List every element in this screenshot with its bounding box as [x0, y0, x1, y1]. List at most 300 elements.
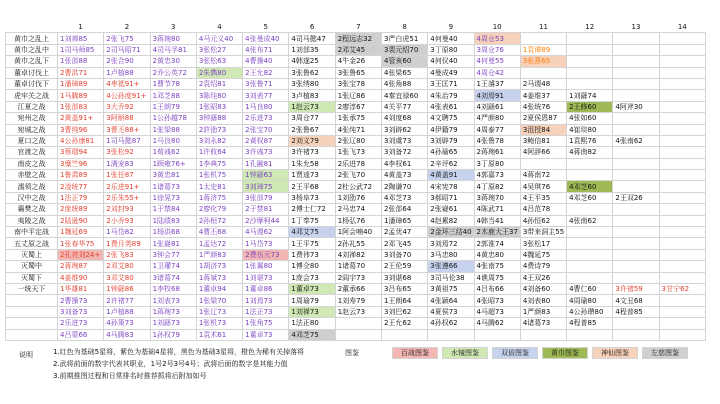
general-cell[interactable]: 1孔融81 [243, 158, 289, 169]
general-cell[interactable]: 3刘备72 [381, 147, 427, 158]
general-cell[interactable]: 3马忠80 [428, 249, 474, 260]
general-cell[interactable] [613, 56, 659, 67]
general-cell[interactable]: 4阿斧30 [613, 101, 659, 112]
general-cell[interactable]: 4张梁65 [381, 67, 427, 78]
general-cell[interactable]: 4阿辞66 [520, 147, 566, 158]
general-cell[interactable]: 1蒋琬73 [150, 306, 196, 317]
general-cell[interactable]: 1顾雍76+ [150, 158, 196, 169]
general-cell[interactable]: 1鲁肃89 [58, 170, 104, 181]
general-cell[interactable]: 3黄忠81 [150, 170, 196, 181]
general-cell[interactable]: 1刘表73 [150, 295, 196, 306]
general-cell[interactable]: 4周泰77 [474, 124, 520, 135]
general-cell[interactable]: 3张绣80 [289, 78, 335, 89]
general-cell[interactable]: 4孙瑜65 [428, 147, 474, 158]
general-cell[interactable]: 3张燕65 [520, 56, 566, 67]
general-cell[interactable]: 2木鹿大王37 [474, 227, 520, 238]
general-cell[interactable] [567, 261, 613, 272]
general-cell[interactable]: 1刘繇73 [150, 318, 196, 329]
general-cell[interactable]: 3司马伦38 [428, 272, 474, 283]
general-cell[interactable]: 4姜维37 [520, 90, 566, 101]
general-cell[interactable]: 2王修60 [567, 101, 613, 112]
general-cell[interactable] [659, 181, 705, 192]
general-cell[interactable]: 1王平75 [289, 238, 335, 249]
general-cell[interactable]: 1蒋济75 [196, 192, 242, 203]
general-cell[interactable] [659, 261, 705, 272]
general-cell[interactable]: 2董承66 [335, 283, 381, 294]
general-cell[interactable]: 4黄盖73 [381, 170, 427, 181]
general-cell[interactable]: 4何曼40 [428, 33, 474, 44]
general-cell[interactable]: 3大乔92 [104, 101, 150, 112]
general-cell[interactable] [613, 90, 659, 101]
general-cell[interactable] [659, 101, 705, 112]
general-cell[interactable]: 2乐进73 [243, 113, 289, 124]
general-cell[interactable] [567, 238, 613, 249]
general-cell[interactable]: 3丁原80 [428, 44, 474, 55]
general-cell[interactable]: 4公孙度91+ [104, 90, 150, 101]
general-cell[interactable]: 2刘封93 [104, 204, 150, 215]
general-cell[interactable]: 1张嶷81 [150, 238, 196, 249]
general-cell[interactable]: 3钟繇88 [196, 113, 242, 124]
general-cell[interactable]: 2乔公英72 [150, 67, 196, 78]
general-cell[interactable] [567, 67, 613, 78]
general-cell[interactable] [567, 204, 613, 215]
general-cell[interactable]: 2凌统77 [58, 181, 104, 192]
general-cell[interactable]: 2乐进91+ [104, 181, 150, 192]
general-cell[interactable]: 2朱儁80 [196, 67, 242, 78]
general-cell[interactable] [659, 204, 705, 215]
general-cell[interactable]: 1蒋斌73 [196, 272, 242, 283]
general-cell[interactable]: 4谯周75 [474, 272, 520, 283]
general-cell[interactable]: 4张布71 [243, 44, 289, 55]
general-cell[interactable] [613, 33, 659, 44]
general-cell[interactable]: 1朱允58 [289, 158, 335, 169]
general-cell[interactable] [659, 227, 705, 238]
general-cell[interactable] [335, 318, 381, 329]
general-cell[interactable]: 4曹操40 [243, 56, 289, 67]
general-cell[interactable] [659, 78, 705, 89]
general-cell[interactable]: 1严颜83 [196, 249, 242, 260]
general-cell[interactable]: 1张任87 [104, 170, 150, 181]
general-cell[interactable]: 1张昭83 [196, 101, 242, 112]
general-cell[interactable]: 3张鲁62 [289, 67, 335, 78]
general-cell[interactable] [474, 329, 520, 340]
general-cell[interactable]: 2許劭73 [196, 124, 242, 135]
general-cell[interactable]: 1张承75 [335, 113, 381, 124]
general-cell[interactable]: 1卢植88 [104, 67, 150, 78]
general-cell[interactable]: 4司马孚81 [150, 44, 196, 55]
general-cell[interactable]: 3诸葛74 [150, 272, 196, 283]
general-cell[interactable]: 2王允82 [243, 67, 289, 78]
general-cell[interactable]: 4关平77 [381, 101, 427, 112]
general-cell[interactable]: 4吴琪76 [520, 181, 566, 192]
general-cell[interactable]: 1费祎73 [289, 249, 335, 260]
general-cell[interactable]: 1王朗64 [381, 295, 427, 306]
general-cell[interactable]: 4张角88 [381, 78, 427, 89]
general-cell[interactable]: 4诸葛73 [520, 318, 566, 329]
general-cell[interactable]: 3鲍信81 [520, 135, 566, 146]
general-cell[interactable]: 3周仓77 [289, 113, 335, 124]
general-cell[interactable]: 2王伦59 [381, 261, 427, 272]
general-cell[interactable]: 4吕布66 [474, 283, 520, 294]
general-cell[interactable]: 3甘宁62 [659, 283, 705, 294]
general-cell[interactable]: 3张宝78 [335, 78, 381, 89]
general-cell[interactable] [567, 272, 613, 283]
general-cell[interactable]: 1陆绩83 [150, 215, 196, 226]
general-cell[interactable]: 4孙恒62 [520, 215, 566, 226]
general-cell[interactable] [613, 158, 659, 169]
general-cell[interactable]: 2邓艾45 [335, 44, 381, 55]
general-cell[interactable]: 4曼成49 [428, 67, 474, 78]
general-cell[interactable]: 4张南62 [567, 215, 613, 226]
general-cell[interactable]: 4刘焉91 [474, 90, 520, 101]
general-cell[interactable] [613, 113, 659, 124]
general-cell[interactable]: 4张表61 [428, 101, 474, 112]
general-cell[interactable]: 1张角75 [243, 318, 289, 329]
general-cell[interactable] [520, 67, 566, 78]
general-cell[interactable]: 2许褚77 [104, 295, 150, 306]
general-cell[interactable]: 3张鲁65 [335, 67, 381, 78]
general-cell[interactable]: 4张如60 [567, 113, 613, 124]
general-cell[interactable]: 4周仓53 [474, 33, 520, 44]
general-cell[interactable]: 1刘郃35 [289, 44, 335, 55]
general-cell[interactable]: 3糜竺96 [58, 158, 104, 169]
general-cell[interactable]: 2张合90 [104, 56, 150, 67]
general-cell[interactable]: 1曹节78 [150, 78, 196, 89]
general-cell[interactable]: 4刘禅82 [335, 249, 381, 260]
general-cell[interactable]: 2程远志32 [335, 33, 381, 44]
general-cell[interactable]: 4王双26 [520, 272, 566, 283]
general-cell[interactable]: 2司马昭71 [104, 44, 150, 55]
general-cell[interactable]: 4夏侯73 [428, 306, 474, 317]
general-cell[interactable]: 1袁谭89 [520, 44, 566, 55]
general-cell[interactable]: 1费月英89 [104, 238, 150, 249]
general-cell[interactable]: 1刘禅73 [289, 306, 335, 317]
general-cell[interactable]: 2曹洪71 [58, 67, 104, 78]
general-cell[interactable]: 4魏延75 [520, 249, 566, 260]
general-cell[interactable] [567, 227, 613, 238]
general-cell[interactable]: 4程普85 [567, 318, 613, 329]
general-cell[interactable]: 3许彧73 [243, 147, 289, 158]
general-cell[interactable]: 2张辽80 [335, 135, 381, 146]
general-cell[interactable]: 4费诗79 [520, 261, 566, 272]
general-cell[interactable]: 4孙权62 [428, 318, 474, 329]
general-cell[interactable]: 2乐进78 [335, 158, 381, 169]
general-cell[interactable] [613, 181, 659, 192]
general-cell[interactable]: 2孔亮刘24+ [58, 249, 104, 260]
general-cell[interactable]: 2夏侯恩87 [520, 113, 566, 124]
general-cell[interactable]: 3许褚59 [613, 283, 659, 294]
general-cell[interactable] [659, 295, 705, 306]
general-cell[interactable]: 3丁原80 [474, 158, 520, 169]
general-cell[interactable]: 2黄忠30 [150, 56, 196, 67]
general-cell[interactable]: 1法正79 [58, 192, 104, 203]
general-cell[interactable]: 1王朗79 [150, 101, 196, 112]
general-cell[interactable]: 4韩当41 [474, 215, 520, 226]
general-cell[interactable]: 2张鲁67 [289, 124, 335, 135]
general-cell[interactable]: 4邓芝73 [381, 192, 427, 203]
general-cell[interactable] [428, 329, 474, 340]
general-cell[interactable] [659, 318, 705, 329]
general-cell[interactable]: 3刘表77 [243, 90, 289, 101]
general-cell[interactable] [659, 135, 705, 146]
general-cell[interactable] [613, 261, 659, 272]
general-cell[interactable]: 1荀彧62 [150, 147, 196, 158]
general-cell[interactable]: 4郭嘉73 [474, 170, 520, 181]
general-cell[interactable]: 4张南75 [474, 261, 520, 272]
general-cell[interactable]: 1钟繇86 [104, 283, 150, 294]
general-cell[interactable]: 4丁原82 [474, 181, 520, 192]
general-cell[interactable]: 1袁术61 [196, 329, 242, 340]
general-cell[interactable]: 2傅士仁72 [289, 204, 335, 215]
general-cell[interactable]: 1张机75 [196, 170, 242, 181]
general-cell[interactable]: 4赵累82 [428, 215, 474, 226]
general-cell[interactable]: 3钟会77 [150, 249, 196, 260]
general-cell[interactable]: 1张春华75 [58, 238, 104, 249]
general-cell[interactable]: 2曹操73 [58, 295, 104, 306]
general-cell[interactable]: 2马忠74 [335, 204, 381, 215]
general-cell[interactable]: 1刘焉73 [243, 295, 289, 306]
general-cell[interactable] [659, 272, 705, 283]
general-cell[interactable] [613, 318, 659, 329]
general-cell[interactable]: 1张郃88 [58, 56, 104, 67]
general-cell[interactable]: 3黄祖75 [428, 283, 474, 294]
general-cell[interactable]: 2王双26 [613, 192, 659, 203]
general-cell[interactable]: 4邓芝60 [567, 192, 613, 203]
general-cell[interactable]: 1张机73 [196, 318, 242, 329]
general-cell[interactable]: 1杨洪68 [150, 227, 196, 238]
general-cell[interactable]: 3刘永82 [196, 135, 242, 146]
general-cell[interactable]: 4吕范78 [520, 204, 566, 215]
general-cell[interactable]: 3刘焉72 [428, 238, 474, 249]
general-cell[interactable]: 4周瑜80 [567, 295, 613, 306]
general-cell[interactable]: 1傅佥80 [289, 261, 335, 272]
general-cell[interactable]: 4姜维90 [58, 272, 104, 283]
general-cell[interactable]: 2王平68 [289, 181, 335, 192]
general-cell[interactable]: 4马腾83 [104, 329, 150, 340]
general-cell[interactable]: 4何曼55 [474, 56, 520, 67]
general-cell[interactable]: 2张飞75 [104, 33, 150, 44]
general-cell[interactable] [659, 249, 705, 260]
general-cell[interactable]: 3曹纯96 [58, 124, 104, 135]
general-cell[interactable]: 4吕蒙66 [58, 329, 104, 340]
general-cell[interactable]: 4马腾62 [474, 318, 520, 329]
general-cell[interactable]: 4公孙瓒80 [567, 306, 613, 317]
general-cell[interactable]: 1刘繇74 [567, 90, 613, 101]
general-cell[interactable]: 3郝昭71 [428, 192, 474, 203]
general-cell[interactable] [567, 78, 613, 89]
general-cell[interactable]: 1孙权79 [150, 329, 196, 340]
general-cell[interactable]: 1太史81 [196, 181, 242, 192]
general-cell[interactable]: 4崔琰80 [567, 124, 613, 135]
general-cell[interactable]: 1马腾89 [58, 90, 104, 101]
general-cell[interactable]: 2廖淳67 [335, 101, 381, 112]
general-cell[interactable]: 2孙礼55 [335, 238, 381, 249]
general-cell[interactable]: 2沙摩柯44 [243, 215, 289, 226]
general-cell[interactable]: 1李典75 [196, 158, 242, 169]
general-cell[interactable]: 4王平35 [520, 192, 566, 203]
general-cell[interactable]: 4张鲁78 [474, 135, 520, 146]
general-cell[interactable]: 4马元义40 [196, 33, 242, 44]
general-cell[interactable]: 2张郃64 [381, 204, 427, 215]
general-cell[interactable]: 1董卓86 [243, 283, 289, 294]
general-cell[interactable] [659, 44, 705, 55]
general-cell[interactable] [659, 170, 705, 181]
general-cell[interactable]: 2黄权87 [243, 135, 289, 146]
general-cell[interactable]: 1贾逵73 [289, 170, 335, 181]
general-cell[interactable] [567, 170, 613, 181]
general-cell[interactable]: 4刘度68 [381, 113, 427, 124]
general-cell[interactable]: 4周仓42 [474, 67, 520, 78]
general-cell[interactable]: 1刘谌73 [243, 272, 289, 283]
general-cell[interactable]: 4朱治79 [428, 90, 474, 101]
general-cell[interactable]: 3周仓76 [474, 44, 520, 55]
general-cell[interactable]: 2庞统89 [58, 204, 104, 215]
general-cell[interactable]: 4伊籍79 [428, 124, 474, 135]
general-cell[interactable]: 4公孙康81 [58, 135, 104, 146]
general-cell[interactable]: 3张松27 [196, 44, 242, 55]
general-cell[interactable] [659, 147, 705, 158]
general-cell[interactable]: 1诸葛73 [150, 181, 196, 192]
general-cell[interactable]: 3裴元绍70 [381, 44, 427, 55]
general-cell[interactable]: 1徐晃73 [150, 192, 196, 203]
general-cell[interactable]: 2辛评62 [428, 158, 474, 169]
general-cell[interactable]: 2于禁81 [243, 204, 289, 215]
general-cell[interactable]: 4张统76 [520, 101, 566, 112]
general-cell[interactable]: 2张宝70 [243, 124, 289, 135]
general-cell[interactable]: 1马岱73 [243, 238, 289, 249]
general-cell[interactable]: 4邓芝75 [289, 329, 335, 340]
general-cell[interactable]: 2孟优47 [381, 227, 427, 238]
general-cell[interactable]: 2杜公武72 [335, 181, 381, 192]
general-cell[interactable]: 1阿会喃40 [335, 227, 381, 238]
general-cell[interactable] [613, 329, 659, 340]
general-cell[interactable]: 4管亥60 [381, 56, 427, 67]
general-cell[interactable]: 4宋宪78 [428, 181, 474, 192]
general-cell[interactable]: 2邓飞45 [381, 238, 427, 249]
general-cell[interactable]: 1满宠83 [104, 158, 150, 169]
general-cell[interactable]: 4蒋南72 [520, 170, 566, 181]
general-cell[interactable]: 4张颖64 [428, 295, 474, 306]
general-cell[interactable] [659, 215, 705, 226]
general-cell[interactable]: 1张辽86 [335, 90, 381, 101]
general-cell[interactable] [613, 227, 659, 238]
general-cell[interactable]: 4黄盖91 [428, 170, 474, 181]
general-cell[interactable] [567, 249, 613, 260]
general-cell[interactable]: 1诸葛70 [335, 261, 381, 272]
general-cell[interactable]: 4张曼成40 [243, 33, 289, 44]
general-cell[interactable] [659, 33, 705, 44]
general-cell[interactable]: 3张松17 [520, 238, 566, 249]
general-cell[interactable] [613, 249, 659, 260]
general-cell[interactable] [567, 329, 613, 340]
general-cell[interactable]: 2张飞83 [104, 249, 150, 260]
general-cell[interactable]: 2袁绍81 [196, 78, 242, 89]
general-cell[interactable]: 2刘义79 [289, 135, 335, 146]
general-cell[interactable] [520, 33, 566, 44]
general-cell[interactable]: 2黄盖91+ [58, 113, 104, 124]
general-cell[interactable]: 4文丑68 [613, 295, 659, 306]
general-cell[interactable]: 4刘备60 [520, 283, 566, 294]
general-cell[interactable]: 4曹仁60 [567, 283, 613, 294]
general-cell[interactable] [659, 113, 705, 124]
general-cell[interactable]: 3许褚73 [289, 147, 335, 158]
general-cell[interactable]: 3刘辟79 [428, 135, 474, 146]
general-cell[interactable]: 1潘璋89 [58, 78, 104, 89]
general-cell[interactable]: 1钟繇63 [243, 170, 289, 181]
general-cell[interactable]: 3邓艾80 [104, 272, 150, 283]
general-cell[interactable] [613, 238, 659, 249]
general-cell[interactable] [613, 147, 659, 158]
general-cell[interactable]: 1邓芝88 [150, 90, 196, 101]
general-cell[interactable] [659, 306, 705, 317]
general-cell[interactable]: 4枣祗91+ [104, 78, 150, 89]
general-cell[interactable]: 1魏延69 [58, 227, 104, 238]
general-cell[interactable]: 2马谡48 [520, 78, 566, 89]
general-cell[interactable]: 4马超73 [474, 306, 520, 317]
general-cell[interactable]: 1董卓73 [243, 329, 289, 340]
general-cell[interactable]: 1刘禅85 [58, 33, 104, 44]
general-cell[interactable] [659, 56, 705, 67]
general-cell[interactable]: 3杨阜73 [289, 192, 335, 203]
general-cell[interactable]: 4孙策73 [104, 318, 150, 329]
general-cell[interactable] [567, 158, 613, 169]
general-cell[interactable]: 4邓艾75 [289, 227, 335, 238]
general-cell[interactable]: 1司马师85 [58, 44, 104, 55]
general-cell[interactable]: 2孙桓72 [196, 215, 242, 226]
general-cell[interactable]: 4刘表80 [520, 295, 566, 306]
general-cell[interactable]: 4秦宜禄60 [381, 90, 427, 101]
general-cell[interactable] [613, 170, 659, 181]
general-cell[interactable]: 1张飞73 [335, 147, 381, 158]
general-cell[interactable]: 4蒋南82 [567, 147, 613, 158]
general-cell[interactable] [613, 67, 659, 78]
general-cell[interactable]: 2金环三结40 [428, 227, 474, 238]
general-cell[interactable]: 1马良80 [150, 135, 196, 146]
general-cell[interactable]: 1司马懿87 [104, 135, 150, 146]
general-cell[interactable]: 4张南62 [613, 135, 659, 146]
general-cell[interactable]: 1袁熙76 [567, 135, 613, 146]
general-cell[interactable]: 3蒋琬80 [150, 33, 196, 44]
general-cell[interactable]: 2张嶷61 [428, 204, 474, 215]
general-cell[interactable] [613, 78, 659, 89]
general-cell[interactable]: 1卢植88 [104, 306, 150, 317]
general-cell[interactable]: 4程普85 [613, 306, 659, 317]
general-cell[interactable]: 3刘备73 [58, 306, 104, 317]
general-cell[interactable]: 1华雄81 [58, 283, 104, 294]
general-cell[interactable]: 1赵云73 [335, 306, 381, 317]
general-cell[interactable]: 1马良80 [243, 101, 289, 112]
general-cell[interactable]: 2小乔93 [104, 215, 150, 226]
general-cell[interactable] [520, 329, 566, 340]
general-cell[interactable]: 2费伍元73 [243, 249, 289, 260]
general-cell[interactable]: 1张郃83 [58, 101, 104, 112]
general-cell[interactable]: 3沮授84 [520, 124, 566, 135]
general-cell[interactable]: 4张昭73 [474, 295, 520, 306]
general-cell[interactable]: 1许攸64 [196, 147, 242, 158]
general-cell[interactable]: 3蒋琬70 [474, 192, 520, 203]
general-cell[interactable]: 1于禁84 [150, 204, 196, 215]
general-cell[interactable]: 4韩遂25 [289, 56, 335, 67]
general-cell[interactable]: 1丁奉75 [289, 215, 335, 226]
general-cell[interactable]: 3蔡瑁94 [58, 147, 104, 158]
general-cell[interactable]: 1张梁88 [150, 124, 196, 135]
general-cell[interactable]: 1孟达72 [196, 238, 242, 249]
general-cell[interactable] [381, 329, 427, 340]
general-cell[interactable]: 4牛金26 [335, 56, 381, 67]
general-cell[interactable] [567, 44, 613, 55]
general-cell[interactable] [520, 158, 566, 169]
general-cell[interactable]: 1法正73 [243, 306, 289, 317]
